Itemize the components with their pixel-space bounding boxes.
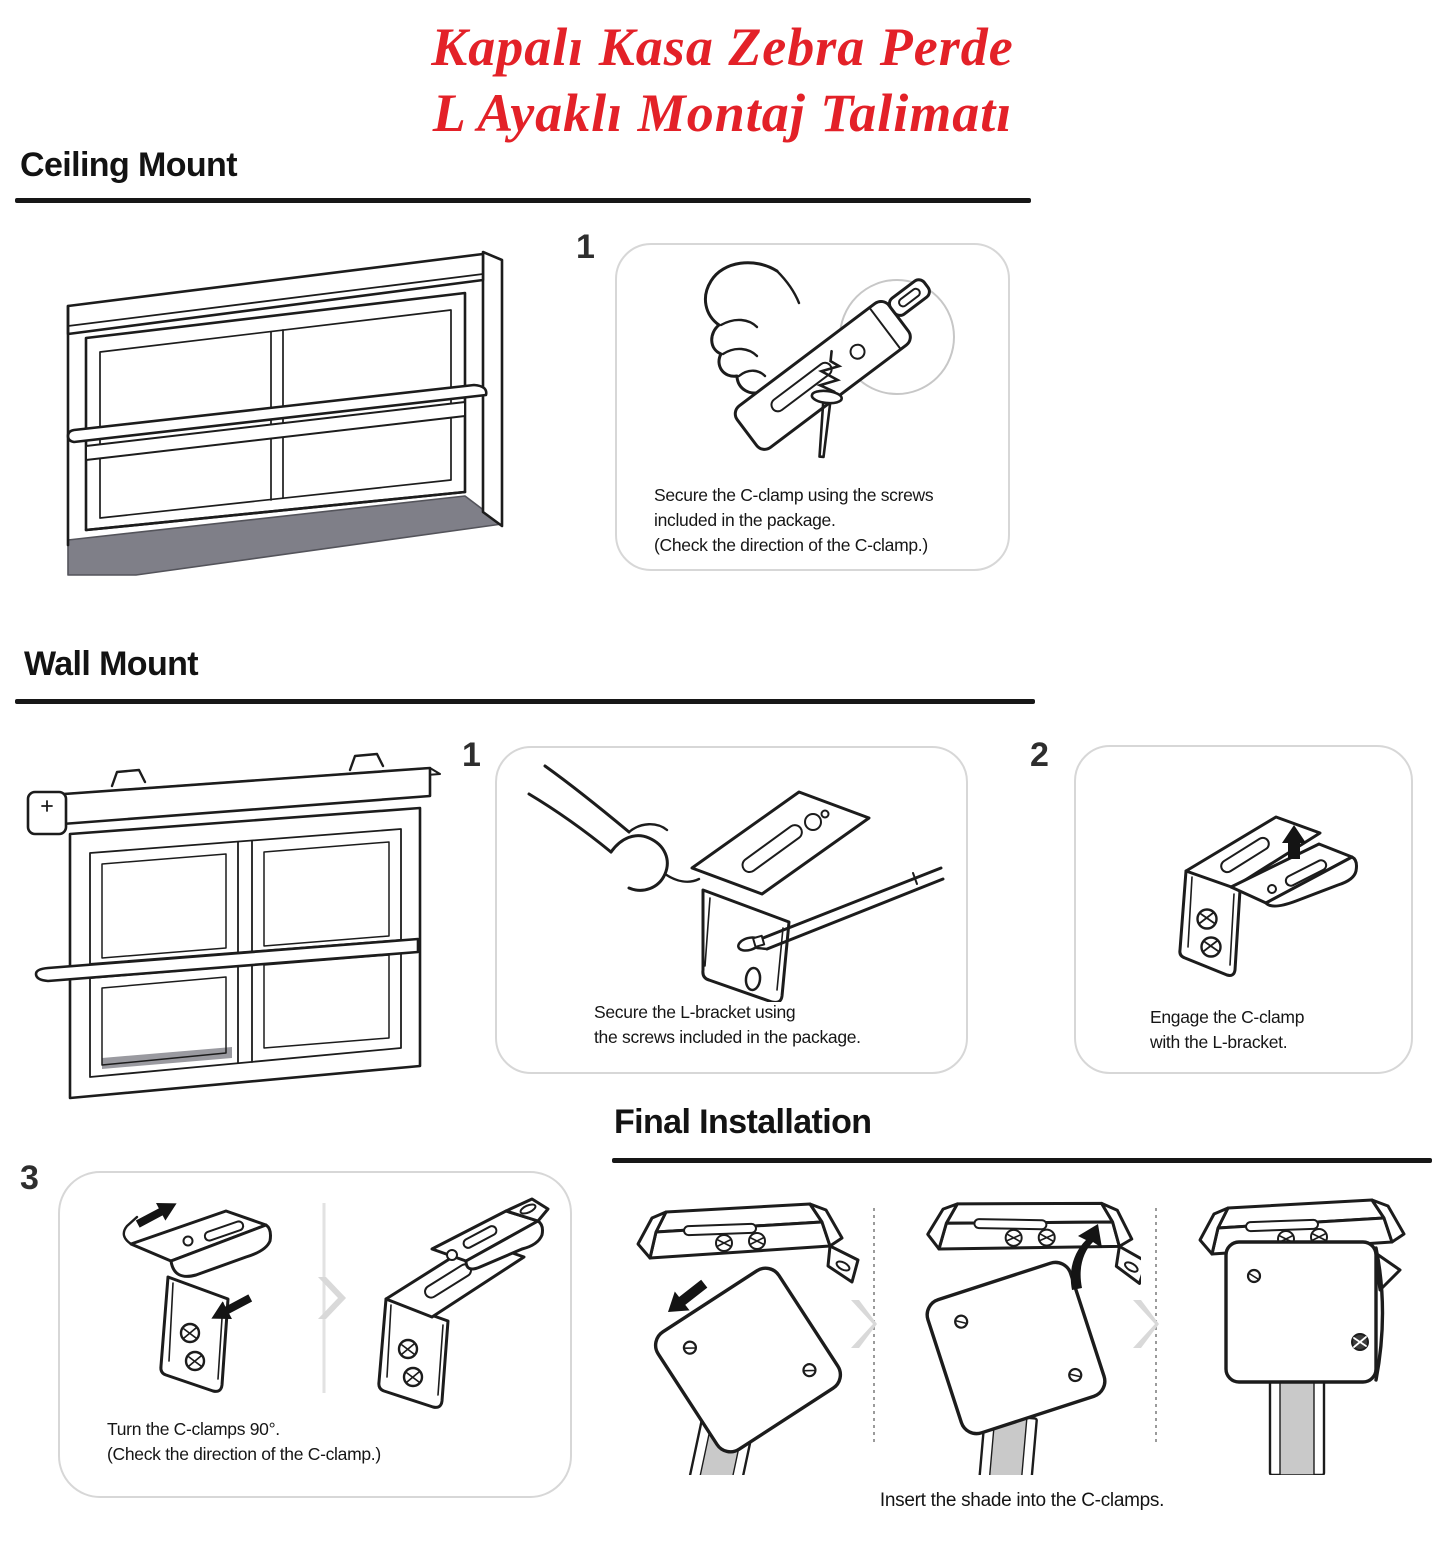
document-title-line2: L Ayaklı Montaj Talimatı <box>432 83 1013 143</box>
document-title-line1: Kapalı Kasa Zebra Perde <box>431 17 1014 77</box>
ceiling-section-divider <box>15 198 1031 203</box>
ceiling-step1-box <box>615 243 1010 571</box>
final-step3-box <box>58 1171 572 1498</box>
next-chevron-icon <box>1129 1298 1159 1350</box>
final-installation-sequence <box>610 1186 1445 1486</box>
c-clamp-screw-illustration <box>639 257 984 481</box>
final-section-divider <box>612 1158 1432 1163</box>
turn-c-clamps-illustration <box>76 1189 556 1409</box>
wall-step1-caption: Secure the L-bracket using the screws included in the package. <box>594 1002 861 1047</box>
document-title <box>0 14 1445 146</box>
wall-mount-window-illustration <box>20 736 466 1110</box>
insert-shade-step1-illustration <box>618 1190 873 1475</box>
wall-section-divider <box>15 699 1035 704</box>
final-step3-number: 3 <box>20 1159 39 1197</box>
ceiling-mount-window-illustration <box>28 230 555 580</box>
l-bracket-screwdriver-illustration <box>517 760 949 1002</box>
ceiling-mount-heading: Ceiling Mount <box>20 146 237 184</box>
wall-step1-number: 1 <box>462 736 481 774</box>
next-chevron-icon <box>847 1298 877 1350</box>
wall-step2-number: 2 <box>1030 736 1049 774</box>
ceiling-step1-caption: Secure the C-clamp using the screws included in the package. (Check the direction of the C-clamp.) <box>654 485 934 555</box>
insert-shade-step2-illustration <box>886 1190 1141 1475</box>
c-clamp-l-bracket-illustration <box>1114 767 1376 1005</box>
insert-shade-step3-illustration <box>1176 1190 1431 1475</box>
wall-step2-caption: Engage the C-clamp with the L-bracket. <box>1150 1007 1305 1052</box>
final-installation-heading: Final Installation <box>614 1103 872 1141</box>
next-chevron-icon <box>318 1277 346 1319</box>
rotate-arrow-icon <box>133 1195 181 1233</box>
ceiling-step1-number: 1 <box>576 228 595 266</box>
final-step3-caption: Turn the C-clamps 90°. (Check the direction of the C-clamp.) <box>107 1419 381 1464</box>
wall-step2-box <box>1074 745 1413 1074</box>
final-caption: Insert the shade into the C-clamps. <box>879 1490 1165 1511</box>
wall-step1-box <box>495 746 968 1074</box>
wall-mount-heading: Wall Mount <box>24 645 199 683</box>
